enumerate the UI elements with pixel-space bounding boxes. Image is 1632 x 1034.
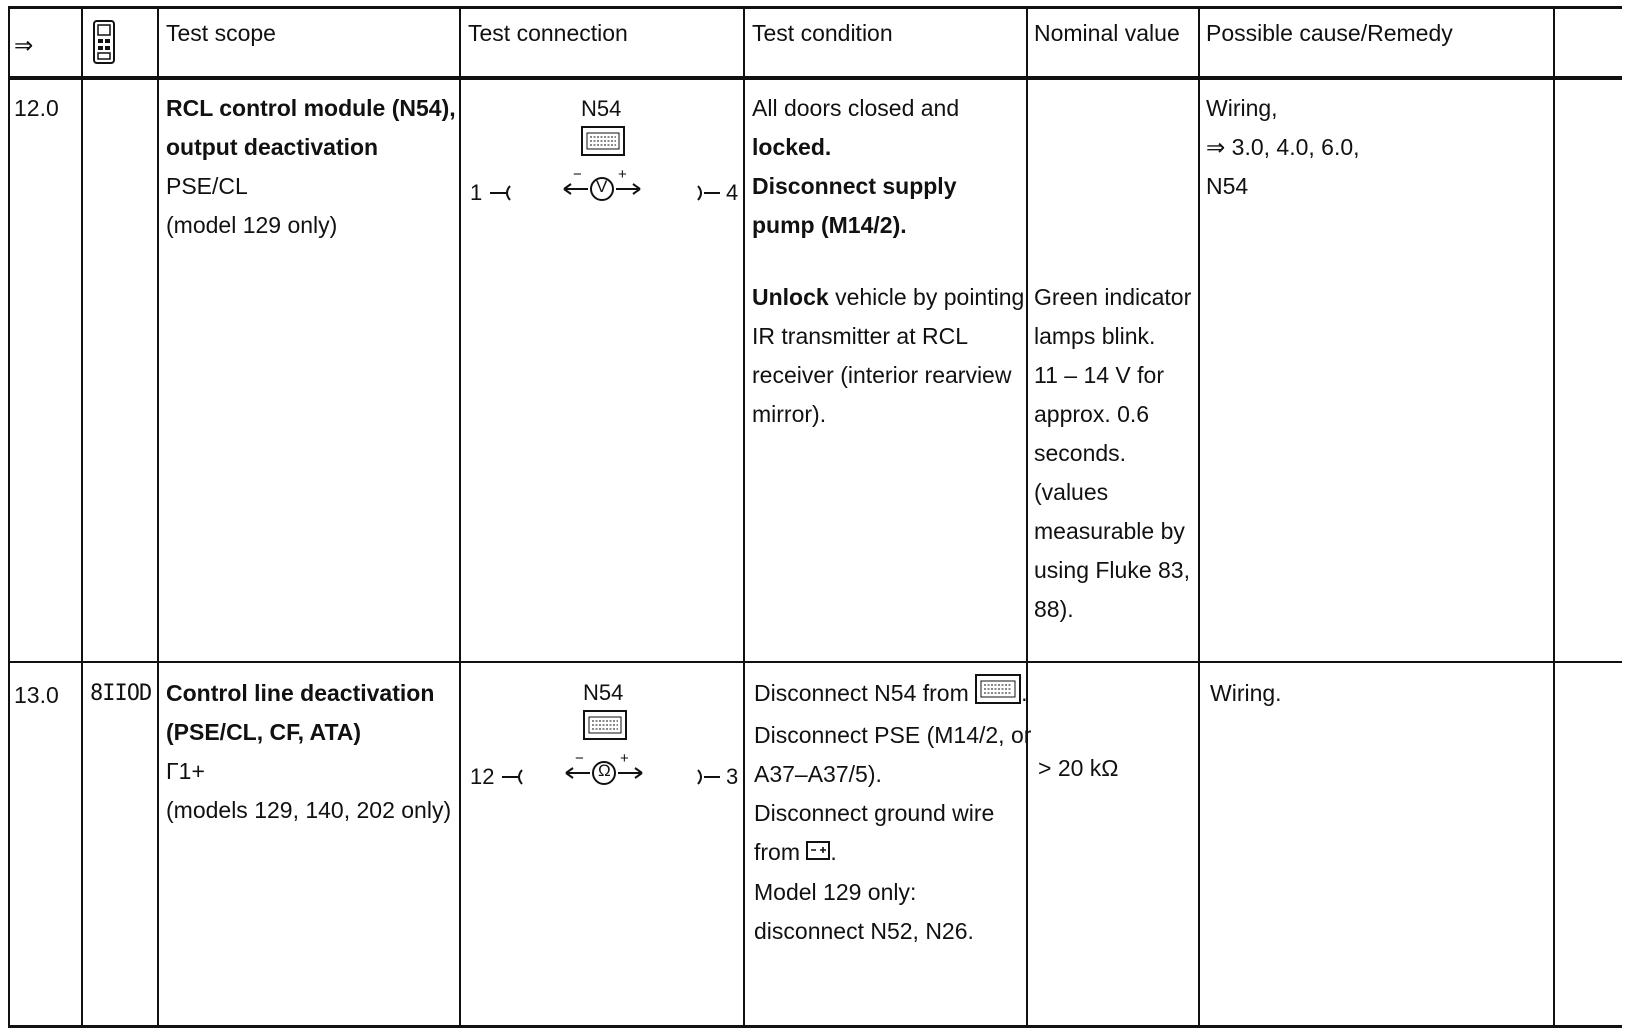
test-scope-title: RCL control module (N54), [166,95,456,121]
header-test-scope: Test scope [166,20,276,46]
table-border-left [8,6,10,1028]
test-scope-line: Γ1+ [166,758,205,784]
condition-line: Model 129 only: [754,879,917,906]
module-connector-icon [975,674,1021,716]
cause-line: Wiring, [1206,95,1278,121]
probe-left-icon [488,183,516,209]
meter-plus: + [618,166,627,183]
condition-line: pump (M14/2). [752,212,907,238]
probe-left-icon [500,767,528,793]
column-divider [81,6,83,1028]
nominal-line: using Fluke 83, [1034,557,1190,583]
header-arrow: ⇒ [14,32,34,58]
condition-line: IR transmitter at RCL [752,323,968,349]
cause-line: N54 [1206,173,1249,199]
module-label: N54 [583,680,624,705]
condition-line: disconnect N52, N26. [754,918,974,945]
nominal-line: lamps blink. [1034,323,1156,349]
condition-text: Disconnect N54 from [754,680,976,707]
condition-line: receiver (interior rearview [752,362,1012,388]
meter-plus: + [620,750,629,767]
table-border-top [8,6,1622,9]
condition-text: . [830,839,837,865]
test-scope-title: output deactivation [166,134,379,160]
condition-text: vehicle by pointing [828,284,1025,310]
test-scope-line: (models 129, 140, 202 only) [166,797,452,823]
header-test-connection: Test connection [468,20,628,46]
nominal-value [1034,278,1191,629]
nominal-line: seconds. [1034,440,1127,466]
column-divider [157,6,159,1028]
condition-line: All doors closed and [752,95,960,121]
connection-diagram [460,670,743,790]
header-possible-cause: Possible cause/Remedy [1206,20,1453,46]
test-scope-line: (model 129 only) [166,212,338,238]
column-divider [1198,6,1200,1028]
header-divider [8,76,1622,80]
pin-right: 3 [726,764,739,789]
probe-right-icon [694,767,722,793]
condition-line [754,833,1031,873]
nominal-line: > 20 kΩ [1038,755,1119,781]
nominal-line: approx. 0.6 [1034,401,1150,427]
condition-line [754,674,1031,716]
condition-emphasis: Unlock [752,284,829,310]
condition-line: Disconnect PSE (M14/2, or [754,722,1032,748]
nominal-line: 88). [1034,596,1074,622]
tester-device-icon [92,20,116,69]
module-label: N54 [581,96,622,121]
table-border-right [1553,6,1555,1028]
header-test-condition: Test condition [752,20,893,46]
condition-line: A37–A37/5). [754,761,882,787]
meter-minus: − [573,166,582,183]
condition-line: Disconnect supply [752,173,957,199]
condition-text: from [754,839,807,865]
column-divider [743,6,745,1028]
nominal-line: measurable by [1034,518,1185,544]
test-scope-line: PSE/CL [166,173,248,199]
spacer [752,245,1024,278]
possible-cause [1210,674,1282,713]
test-scope [166,89,456,245]
header-nominal-value: Nominal value [1034,20,1180,46]
probe-right-icon [694,183,722,209]
row-divider [8,661,1622,663]
test-condition [754,674,1031,951]
test-scope-title: Control line deactivation [166,680,435,706]
module-connector-icon [583,710,627,746]
test-scope [166,674,451,830]
condition-line: locked. [752,134,832,160]
table-border-bottom [8,1025,1622,1028]
connection-diagram [460,86,743,206]
cause-line: Wiring. [1210,680,1282,706]
pin-left: 12 [470,764,495,789]
module-connector-icon [581,126,625,162]
cause-line: ⇒ 3.0, 4.0, 6.0, [1206,134,1360,160]
condition-line: Disconnect ground wire [754,800,995,826]
condition-line: mirror). [752,401,827,427]
nominal-line: (values [1034,479,1109,505]
test-condition [752,89,1024,434]
test-code: 8IIOD [90,681,152,706]
possible-cause [1206,89,1360,206]
meter-minus: − [575,750,584,767]
step-number: 12.0 [14,95,59,121]
pin-right: 4 [726,180,739,205]
condition-line [752,278,1024,317]
condition-text: . [1021,680,1028,707]
nominal-line: Green indicator [1034,284,1192,310]
diagnostic-test-table [8,6,1622,1028]
nominal-line: 11 – 14 V for [1034,362,1164,388]
battery-icon [806,834,830,873]
pin-left: 1 [470,180,483,205]
test-scope-title: (PSE/CL, CF, ATA) [166,719,362,745]
step-number: 13.0 [14,682,59,708]
meter-symbol: V [596,177,608,196]
nominal-value [1038,749,1119,788]
meter-symbol: Ω [598,761,611,780]
